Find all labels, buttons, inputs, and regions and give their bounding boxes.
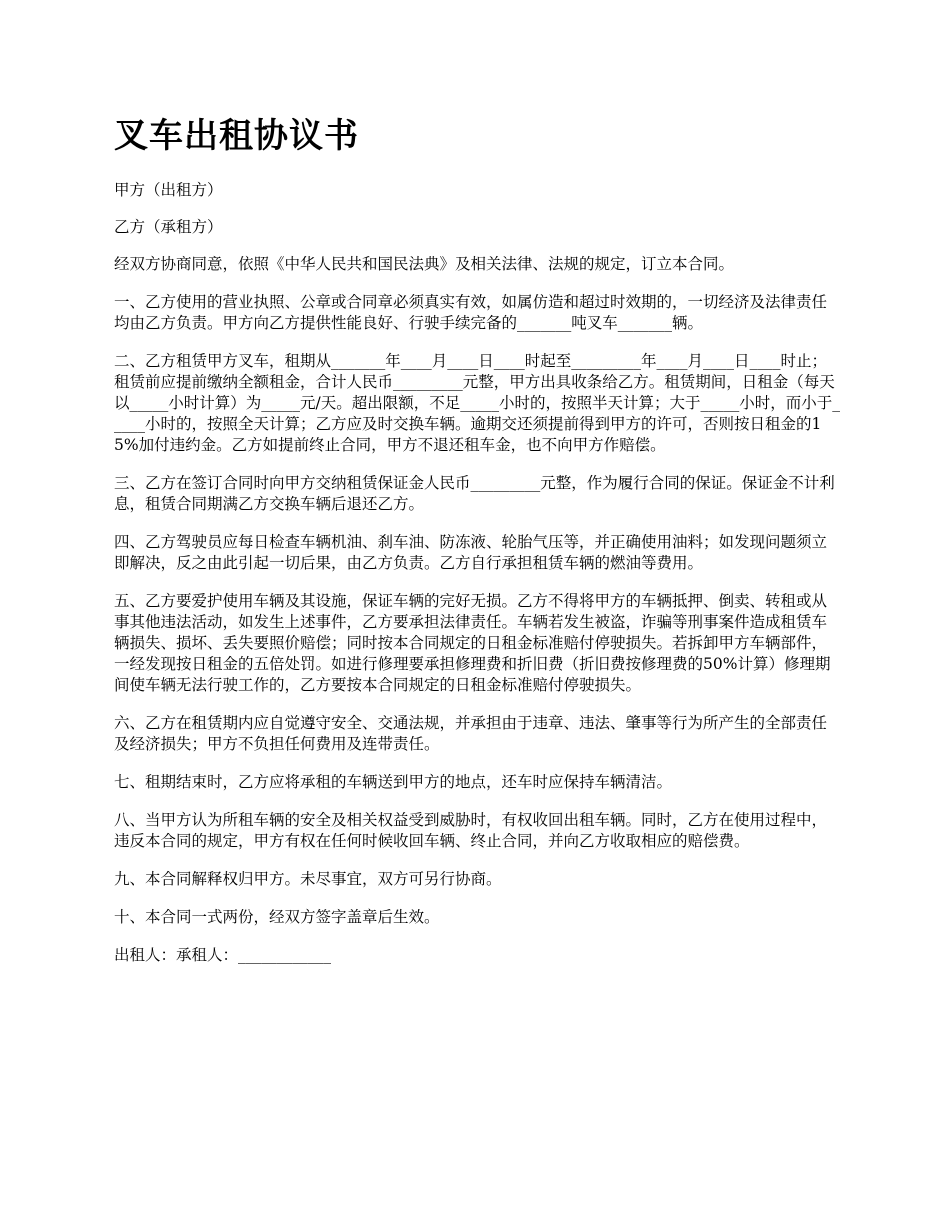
clause-10: 十、本合同一式两份，经双方签字盖章后生效。 <box>114 908 440 926</box>
clause-5: 五、乙方要爱护使用车辆及其设施，保证车辆的完好无损。乙方不得将甲方的车辆抵押、倒卖、转租或从事其他违法活动，如发生上述事件，乙方要承担法律责任。车辆若发生被盗，诈骗等刑事案件造成租赁车辆损失、损坏、丢失要照价赔偿；同时按本合同规定的日租金标准赔付停驶损失。若拆卸甲方车辆部件，一经发现按日租金的五倍处罚。如进行修理要承担修理费和折旧费（折旧费按修理费的50%计算）修理期间使车辆无法行驶工作的，乙方要按本合同规定的日租金标准赔付停驶损失。 <box>114 592 831 694</box>
signature-line: 出租人：承租人：____________ <box>114 946 332 964</box>
party-a-line: 甲方（出租方） <box>114 181 223 199</box>
clause-3: 三、乙方在签订合同时向甲方交纳租赁保证金人民币_________元整，作为履行合同的保证。保证金不计利息，租赁合同期满乙方交换车辆后退还乙方。 <box>114 474 835 513</box>
document-page <box>114 112 841 983</box>
clause-1: 一、乙方使用的营业执照、公章或合同章必须真实有效，如属仿造和超过时效期的，一切经济及法律责任均由乙方负责。甲方向乙方提供性能良好、行驶手续完备的_______吨叉车_______辆。 <box>114 293 828 332</box>
clause-9: 九、本合同解释权归甲方。未尽事宜，双方可另行协商。 <box>114 870 502 888</box>
document-title: 叉车出租协议书 <box>114 116 359 156</box>
clause-8: 八、当甲方认为所租车辆的安全及相关权益受到威胁时，有权收回出租车辆。同时，乙方在使用过程中，违反本合同的规定，甲方有权在任何时候收回车辆、终止合同，并向乙方收取相应的赔偿费。 <box>114 811 828 850</box>
clause-6: 六、乙方在租赁期内应自觉遵守安全、交通法规，并承担由于违章、违法、肇事等行为所产生的全部责任及经济损失；甲方不负担任何费用及连带责任。 <box>114 714 828 753</box>
clause-7: 七、租期结束时，乙方应将承租的车辆送到甲方的地点，还车时应保持车辆清洁。 <box>114 773 673 791</box>
party-b-line: 乙方（承租方） <box>114 218 223 236</box>
clause-4: 四、乙方驾驶员应每日检查车辆机油、刹车油、防冻液、轮胎气压等，并正确使用油料；如发现问题须立即解决，反之由此引起一切后果，由乙方负责。乙方自行承担租赁车辆的燃油等费用。 <box>114 533 828 572</box>
intro-paragraph: 经双方协商同意，依照《中华人民共和国民法典》及相关法律、法规的规定，订立本合同。 <box>114 255 735 273</box>
clause-2: 二、乙方租赁甲方叉车，租期从_______年____月____日____时起至_________年____月____日____时止；租赁前应提前缴纳全额租金，合计人民币_________元整，甲方出具收条给乙方。租赁期间，日租金（每天以_____小时计算）为_____元/天。超出限额，不足_____小时的，按照半天计算；大于_____小时，而小于_____小时的，按照全天计算；乙方应及时交换车辆。逾期交还须提前得到甲方的许可，否则按日租金的15%加付违约金。乙方如提前终止合同，甲方不退还租车金，也不向甲方作赔偿。 <box>114 352 840 454</box>
